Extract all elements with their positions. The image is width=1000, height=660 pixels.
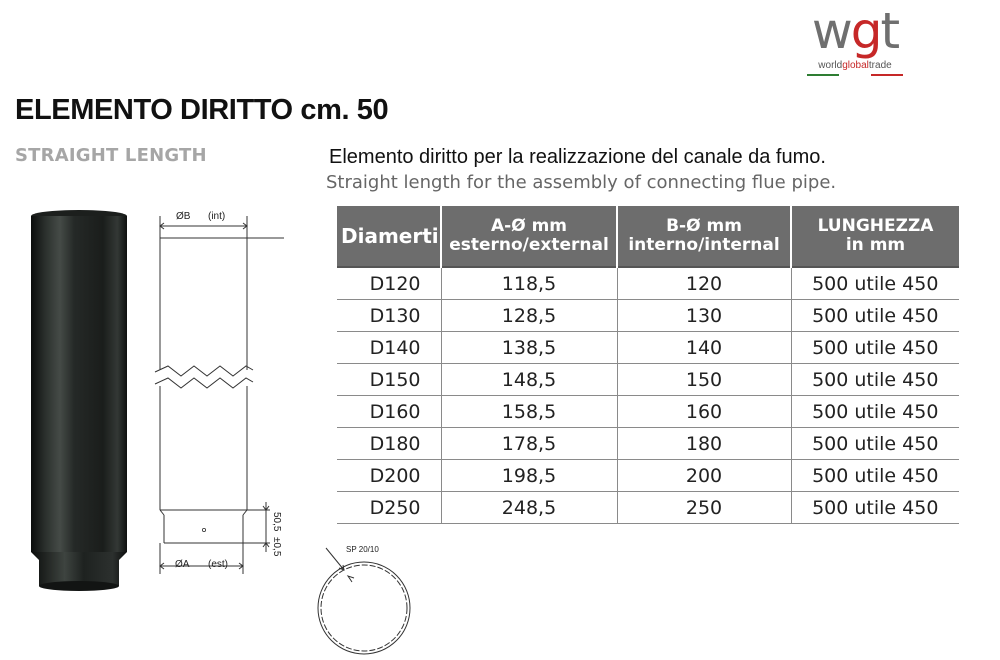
cell-internal: 160 xyxy=(617,396,791,428)
flag-stripe-white xyxy=(839,74,871,76)
table-row xyxy=(337,364,959,396)
cell-internal: 140 xyxy=(617,332,791,364)
pipe-photo xyxy=(24,208,134,594)
cell-external: 138,5 xyxy=(441,332,617,364)
header-diameters xyxy=(337,206,441,267)
table-row xyxy=(337,492,959,524)
header-external-line2: esterno/external xyxy=(449,235,609,255)
cell-internal: 200 xyxy=(617,460,791,492)
cell-external: 198,5 xyxy=(441,460,617,492)
cell-external: 248,5 xyxy=(441,492,617,524)
logo-letter: t xyxy=(880,2,899,60)
logo-tagline xyxy=(800,60,910,72)
label-b: ØB xyxy=(176,211,191,222)
tagline-world: world xyxy=(818,60,843,71)
cell-length: 500 utile 450 xyxy=(791,332,959,364)
cell-diameter: D250 xyxy=(337,492,441,524)
cell-external: 128,5 xyxy=(441,300,617,332)
cell-length: 500 utile 450 xyxy=(791,267,959,300)
flag-stripe xyxy=(807,74,903,76)
cell-diameter: D140 xyxy=(337,332,441,364)
cell-length: 500 utile 450 xyxy=(791,396,959,428)
technical-drawing xyxy=(150,204,285,582)
table-row xyxy=(337,300,959,332)
cell-length: 500 utile 450 xyxy=(791,300,959,332)
header-length xyxy=(791,206,959,267)
header-length-line2: in mm xyxy=(845,235,906,255)
cell-diameter: D150 xyxy=(337,364,441,396)
cell-length: 500 utile 450 xyxy=(791,492,959,524)
cell-diameter: D160 xyxy=(337,396,441,428)
label-a: ØA xyxy=(175,559,190,570)
table-row xyxy=(337,460,959,492)
cross-section-drawing xyxy=(308,536,418,658)
header-internal-line1: B-Ø mm xyxy=(666,216,742,236)
cell-length: 500 utile 450 xyxy=(791,460,959,492)
header-internal-line2: interno/internal xyxy=(628,235,780,255)
cell-external: 148,5 xyxy=(441,364,617,396)
cell-internal: 130 xyxy=(617,300,791,332)
header-external-diameter xyxy=(441,206,617,267)
section-label: SP 20/10 xyxy=(346,545,379,554)
table-row xyxy=(337,428,959,460)
cell-internal: 250 xyxy=(617,492,791,524)
cell-internal: 120 xyxy=(617,267,791,300)
table-row xyxy=(337,267,959,300)
description-italian: Elemento diritto per la realizzazione del canale da fumo. xyxy=(329,146,826,168)
dimension-tolerance: ±0,5 xyxy=(271,537,282,557)
logo-mark xyxy=(800,2,910,60)
cell-internal: 180 xyxy=(617,428,791,460)
page-title: ELEMENTO DIRITTO cm. 50 xyxy=(15,94,389,126)
flag-stripe-green xyxy=(807,74,839,76)
flag-stripe-red xyxy=(871,74,903,76)
cell-external: 178,5 xyxy=(441,428,617,460)
tagline-trade: trade xyxy=(868,60,892,71)
table-row xyxy=(337,332,959,364)
header-external-line1: A-Ø mm xyxy=(490,216,567,236)
label-a-note: (est) xyxy=(208,559,228,570)
table-row xyxy=(337,396,959,428)
cell-external: 158,5 xyxy=(441,396,617,428)
logo-letter: w xyxy=(811,2,851,60)
cell-diameter: D180 xyxy=(337,428,441,460)
label-b-note: (int) xyxy=(208,211,226,222)
header-diameters-text: Diamerti xyxy=(341,223,439,248)
cell-internal: 150 xyxy=(617,364,791,396)
spec-table xyxy=(337,206,959,524)
description-english: Straight length for the assembly of connecting flue pipe. xyxy=(326,172,837,193)
header-internal-diameter xyxy=(617,206,791,267)
cell-diameter: D130 xyxy=(337,300,441,332)
cell-diameter: D120 xyxy=(337,267,441,300)
dimension-length: 50,5 xyxy=(271,512,282,532)
logo-letter: g xyxy=(850,2,881,60)
cell-length: 500 utile 450 xyxy=(791,364,959,396)
table-header-row xyxy=(337,206,959,267)
brand-logo xyxy=(800,2,910,86)
cell-diameter: D200 xyxy=(337,460,441,492)
cell-length: 500 utile 450 xyxy=(791,428,959,460)
cell-external: 118,5 xyxy=(441,267,617,300)
header-length-line1: LUNGHEZZA xyxy=(817,216,934,236)
tagline-global: global xyxy=(842,60,869,71)
page-subtitle: STRAIGHT LENGTH xyxy=(15,145,207,166)
